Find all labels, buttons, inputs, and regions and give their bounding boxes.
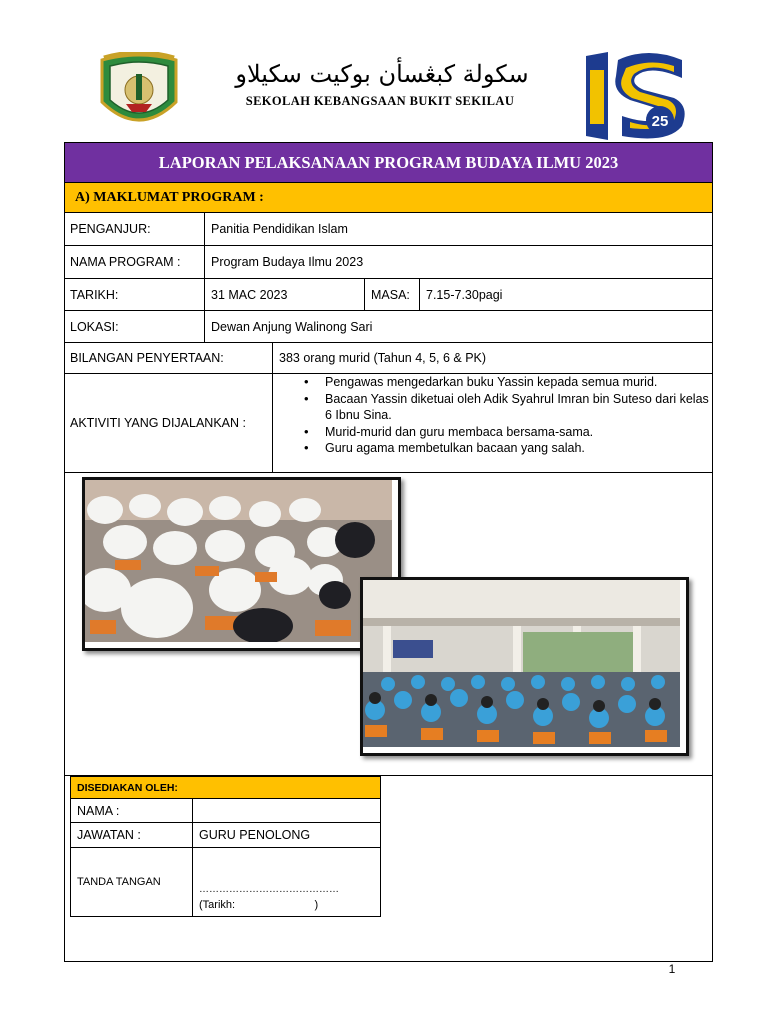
nama-program-label: NAMA PROGRAM : — [70, 255, 181, 269]
prepared-by-jawatan-row — [70, 823, 381, 848]
jawatan-label: JAWATAN : — [71, 823, 193, 847]
penganjur-label: PENGANJUR: — [70, 222, 151, 236]
tarikh-value: 31 MAC 2023 — [204, 279, 364, 310]
is-logo-number: 25 — [651, 113, 669, 130]
tanda-tangan-label: TANDA TANGAN — [71, 848, 193, 916]
aktiviti-label: AKTIVITI YANG DIJALANKAN : — [70, 416, 246, 430]
activity-item: • Murid-murid dan guru membaca bersama-sama. — [272, 424, 712, 441]
lokasi-value: Dewan Anjung Walinong Sari — [204, 311, 713, 342]
section-heading: A) MAKLUMAT PROGRAM : — [65, 183, 712, 213]
penganjur-value: Panitia Pendidikan Islam — [204, 213, 713, 245]
nama-program-value: Program Budaya Ilmu 2023 — [204, 246, 713, 278]
activity-item: • Pengawas mengedarkan buku Yassin kepada semua murid. — [272, 374, 712, 391]
tarikh-label: TARIKH: — [70, 287, 119, 302]
activity-item: • Guru agama membetulkan bacaan yang salah. — [272, 440, 712, 457]
school-name: SEKOLAH KEBANGSAAN BUKIT SEKILAU — [245, 94, 515, 108]
page-number: 1 — [668, 962, 676, 976]
masa-label: MASA: — [364, 279, 419, 310]
lokasi-label: LOKASI: — [70, 319, 119, 334]
row-penganjur — [64, 213, 713, 246]
school-crest-logo — [96, 52, 182, 130]
photo-students-in-hall — [360, 577, 689, 756]
nama-label: NAMA : — [71, 799, 193, 822]
signature-area[interactable] — [193, 848, 381, 916]
activity-item: • Bacaan Yassin diketuai oleh Adik Syahrul Imran bin Suteso dari kelas 6 Ibnu Sina. — [272, 391, 712, 424]
signature-date: (Tarikh: ) — [199, 899, 319, 911]
is-25-logo — [578, 50, 690, 142]
row-bilangan — [64, 343, 713, 374]
prepared-by-nama-row — [70, 799, 381, 823]
photo-students-reading-closeup — [82, 477, 401, 651]
jawatan-value: GURU PENOLONG — [199, 828, 311, 842]
row-nama-program — [64, 246, 713, 279]
row-tarikh — [64, 279, 713, 311]
bilangan-value: 383 orang murid (Tahun 4, 5, 6 & PK) — [272, 343, 713, 373]
prepared-by-table — [70, 776, 382, 918]
prepared-by-signature-row — [70, 848, 381, 917]
activity-list — [272, 374, 712, 457]
prepared-by-heading: DISEDIAKAN OLEH: — [70, 776, 381, 799]
row-lokasi — [64, 311, 713, 343]
signature-line: …………………………………… — [199, 884, 339, 895]
nama-field[interactable] — [193, 799, 381, 822]
report-title: LAPORAN PELAKSANAAN PROGRAM BUDAYA ILMU 2023 — [65, 143, 712, 183]
bilangan-label: BILANGAN PENYERTAAN: — [70, 351, 224, 365]
school-name-jawi: سكولة كبڠسأن بوکيت سکيلاو — [235, 60, 529, 88]
masa-value: 7.15-7.30pagi — [419, 279, 713, 310]
